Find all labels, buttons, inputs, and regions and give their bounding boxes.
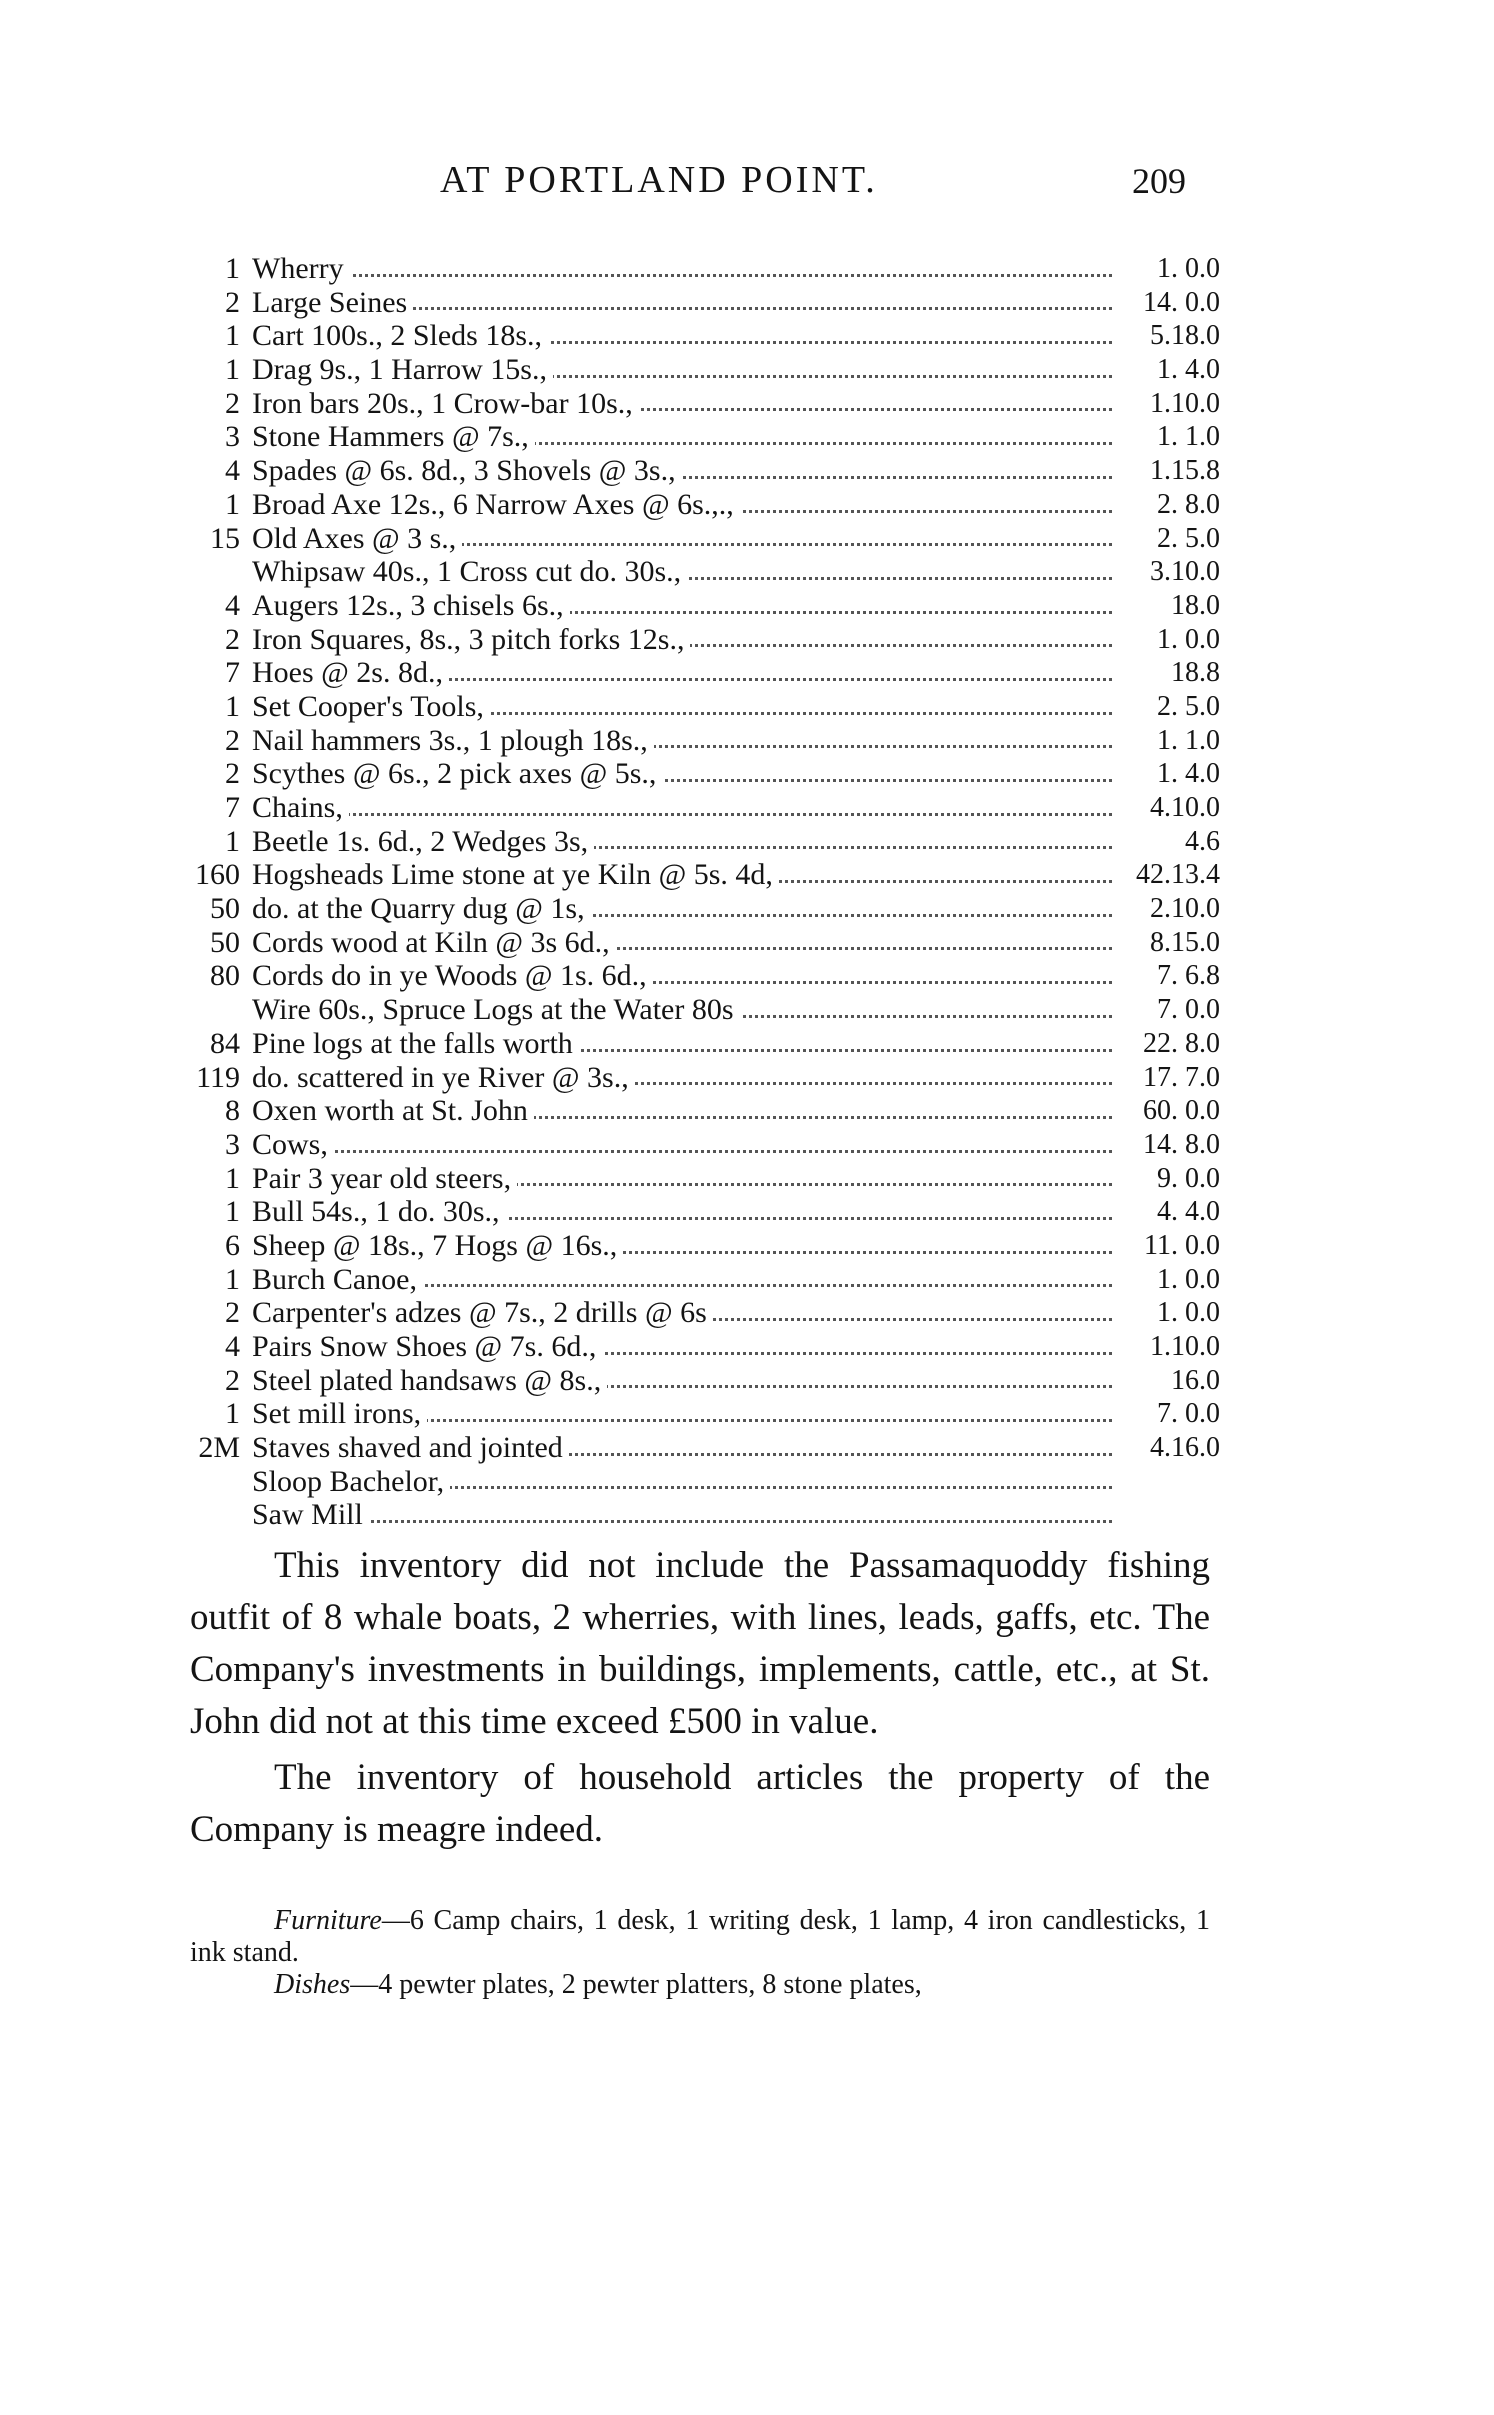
inventory-desc: Augers 12s., 3 chisels 6s., [252,589,570,622]
inventory-value: 22. 8.0 [1143,1027,1220,1059]
inventory-desc: Cords do in ye Woods @ 1s. 6d., [252,959,653,992]
inventory-qty: 1 [225,1161,240,1195]
inventory-qty: 1 [225,353,240,387]
inventory-qty: 1 [225,252,240,285]
inventory-qty: 1 [225,319,240,353]
inventory-qty: 160 [195,858,240,892]
inventory-desc: Nail hammers 3s., 1 plough 18s., [252,724,654,757]
inventory-desc-leader [252,387,1112,421]
inventory-desc: Cows, [252,1128,334,1161]
inventory-desc: Saw Mill [252,1498,369,1531]
inventory-value: 1. 0.0 [1157,253,1220,284]
inventory-desc-leader [252,1465,1112,1499]
inventory-qty: 4 [225,588,240,622]
inventory-qty: 2 [225,723,240,757]
inventory-desc: do. at the Quarry dug @ 1s, [252,892,591,925]
inventory-desc-leader [252,825,1112,859]
inventory-row [180,825,1220,859]
inventory-desc: do. scattered in ye River @ 3s., [252,1061,635,1094]
inventory-value: 2. 8.0 [1157,488,1220,520]
inventory-desc: Sheep @ 18s., 7 Hogs @ 16s., [252,1229,623,1262]
inventory-list [180,252,1220,1532]
inventory-desc-leader [252,454,1112,488]
inventory-qty: 2 [225,1296,240,1330]
inventory-desc-leader [252,589,1112,623]
inventory-value: 1. 0.0 [1157,623,1220,655]
inventory-row [180,656,1220,690]
inventory-value: 4.10.0 [1150,792,1220,823]
inventory-value: 17. 7.0 [1143,1061,1220,1093]
inventory-row [180,1397,1220,1431]
inventory-value: 14. 0.0 [1143,286,1220,318]
inventory-qty: 2 [225,757,240,791]
inventory-value: 1.15.8 [1150,455,1220,487]
inventory-value: 3.10.0 [1150,556,1220,588]
furniture-entry [190,1905,1210,1969]
inventory-desc-leader [252,1128,1112,1162]
inventory-desc: Bull 54s., 1 do. 30s., [252,1195,506,1228]
inventory-value: 1. 0.0 [1157,1297,1220,1329]
inventory-qty: 2 [225,285,240,319]
inventory-row [180,589,1220,623]
inventory-row [180,1330,1220,1364]
inventory-qty: 15 [210,521,240,555]
body-text [190,1540,1210,1856]
paragraph-inventory-note: This inventory did not include the Passamaquoddy fishing outfit of 8 whale boats, 2 wherries, with lines, leads, gaffs, etc. The Company's investments in buildings, implements, cattle, etc., at St. John did not at this time exceed £500 in value. [190,1545,1210,1742]
inventory-row [180,1431,1220,1465]
inventory-row [180,387,1220,421]
inventory-value: 1. 4.0 [1157,758,1220,790]
inventory-desc: Whipsaw 40s., 1 Cross cut do. 30s., [252,555,687,588]
inventory-qty: 2M [198,1431,240,1465]
inventory-desc-leader [252,892,1112,926]
inventory-value: 60. 0.0 [1143,1095,1220,1127]
inventory-desc: Scythes @ 6s., 2 pick axes @ 5s., [252,757,662,790]
inventory-value: 42.13.4 [1136,859,1220,891]
inventory-value: 1. 0.0 [1157,1263,1220,1295]
inventory-desc-leader [252,1330,1112,1364]
inventory-qty: 7 [225,791,240,824]
dishes-entry [190,1969,1210,2001]
inventory-row [180,623,1220,657]
inventory-row [180,858,1220,892]
inventory-row [180,420,1220,454]
inventory-row [180,926,1220,960]
inventory-desc: Sloop Bachelor, [252,1465,450,1498]
inventory-qty: 2 [225,386,240,420]
inventory-desc-leader [252,1229,1112,1263]
inventory-value: 8.15.0 [1150,926,1220,958]
paragraph-household: The inventory of household articles the property of the Company is meagre indeed. [190,1757,1210,1850]
inventory-row [180,319,1220,353]
inventory-qty: 2 [225,622,240,656]
inventory-row [180,488,1220,522]
inventory-desc-leader [252,656,1112,690]
inventory-desc: Spades @ 6s. 8d., 3 Shovels @ 3s., [252,454,682,487]
inventory-desc: Beetle 1s. 6d., 2 Wedges 3s, [252,825,594,858]
page-number: 209 [1132,161,1186,201]
inventory-desc-leader [252,252,1112,286]
inventory-desc-leader [252,993,1112,1027]
inventory-row [180,1162,1220,1196]
dishes-lead: Dishes [274,1969,351,2000]
inventory-value: 1. 1.0 [1157,421,1220,453]
running-title: AT PORTLAND POINT. [440,159,878,201]
inventory-row [180,1296,1220,1330]
inventory-desc-leader [252,1195,1112,1229]
inventory-row [180,1061,1220,1095]
inventory-value: 4.6 [1185,825,1220,857]
inventory-value: 7. 6.8 [1157,960,1220,992]
inventory-desc-leader [252,353,1112,387]
inventory-row [180,454,1220,488]
inventory-value: 4. 4.0 [1157,1196,1220,1228]
dishes-text: —4 pewter plates, 2 pewter platters, 8 stone plates, [350,1969,922,2000]
inventory-value: 9. 0.0 [1157,1162,1220,1194]
inventory-value: 18.0 [1171,589,1220,621]
inventory-desc: Old Axes @ 3 s., [252,522,462,555]
inventory-desc-leader [252,420,1112,454]
inventory-desc-leader [252,1263,1112,1297]
inventory-value: 11. 0.0 [1144,1229,1220,1261]
inventory-value: 2. 5.0 [1157,690,1220,722]
inventory-value: 7. 0.0 [1157,1398,1220,1430]
inventory-qty: 4 [225,1330,240,1363]
inventory-desc: Chains, [252,791,349,824]
inventory-qty: 1 [225,824,240,858]
inventory-desc: Oxen worth at St. John [252,1094,534,1127]
inventory-desc-leader [252,522,1112,556]
inventory-desc: Staves shaved and jointed [252,1431,569,1464]
inventory-qty: 4 [225,454,240,488]
inventory-row [180,1465,1220,1499]
inventory-value: 4.16.0 [1150,1432,1220,1464]
inventory-desc: Drag 9s., 1 Harrow 15s., [252,353,553,386]
inventory-row [180,724,1220,758]
inventory-row [180,791,1220,825]
inventory-qty: 119 [196,1060,240,1094]
inventory-row [180,286,1220,320]
inventory-desc-leader [252,791,1112,825]
inventory-qty: 84 [210,1026,240,1060]
inventory-value: 18.8 [1171,657,1220,689]
inventory-row [180,1229,1220,1263]
page-header [0,158,1494,208]
inventory-row [180,1094,1220,1128]
inventory-desc: Iron Squares, 8s., 3 pitch forks 12s., [252,623,690,656]
inventory-desc-leader [252,623,1112,657]
inventory-value: 1.10.0 [1150,1331,1220,1362]
inventory-desc: Cords wood at Kiln @ 3s 6d., [252,926,616,959]
inventory-desc-leader [252,1061,1112,1095]
inventory-qty: 1 [225,487,240,521]
inventory-row [180,353,1220,387]
household-list [190,1905,1210,2001]
inventory-desc-leader [252,319,1112,353]
inventory-row [180,1195,1220,1229]
inventory-value: 1. 4.0 [1157,354,1220,386]
inventory-desc: Pine logs at the falls worth [252,1027,579,1060]
inventory-desc: Large Seines [252,286,413,319]
inventory-row [180,1364,1220,1398]
inventory-desc: Set Cooper's Tools, [252,690,490,723]
inventory-row [180,1128,1220,1162]
inventory-desc-leader [252,1094,1112,1128]
inventory-qty: 80 [210,959,240,993]
inventory-desc: Pair 3 year old steers, [252,1162,517,1195]
inventory-value: 1. 1.0 [1157,724,1220,756]
inventory-qty: 50 [210,925,240,959]
inventory-desc: Pairs Snow Shoes @ 7s. 6d., [252,1330,602,1363]
inventory-qty: 1 [225,1195,240,1229]
inventory-desc-leader [252,555,1112,589]
inventory-desc: Carpenter's adzes @ 7s., 2 drills @ 6s [252,1296,713,1329]
inventory-qty: 1 [225,689,240,723]
inventory-desc: Steel plated handsaws @ 8s., [252,1364,607,1397]
inventory-value: 2.10.0 [1150,893,1220,925]
inventory-row [180,892,1220,926]
inventory-row [180,252,1220,286]
inventory-desc-leader [252,1397,1112,1431]
inventory-qty: 3 [225,420,240,454]
inventory-value: 1.10.0 [1150,387,1220,419]
inventory-row [180,1263,1220,1297]
inventory-desc: Iron bars 20s., 1 Crow-bar 10s., [252,387,639,420]
inventory-row [180,757,1220,791]
inventory-desc: Stone Hammers @ 7s., [252,420,535,453]
inventory-desc: Hoes @ 2s. 8d., [252,656,449,689]
furniture-text: —6 Camp chairs, 1 desk, 1 writing desk, 1 lamp, 4 iron candlesticks, 1 ink stand. [190,1905,1210,1968]
inventory-desc: Set mill irons, [252,1397,427,1430]
inventory-row [180,959,1220,993]
inventory-desc-leader [252,1431,1112,1465]
inventory-desc: Wherry [252,252,350,285]
inventory-qty: 50 [210,892,240,926]
inventory-desc-leader [252,488,1112,522]
inventory-qty: 1 [225,1262,240,1296]
inventory-desc-leader [252,286,1112,320]
inventory-desc: Burch Canoe, [252,1263,423,1296]
inventory-qty: 3 [225,1127,240,1161]
inventory-desc-leader [252,1296,1112,1330]
inventory-desc-leader [252,1027,1112,1061]
inventory-row [180,690,1220,724]
inventory-value: 16.0 [1171,1364,1220,1396]
inventory-qty: 7 [225,656,240,690]
inventory-row [180,1027,1220,1061]
inventory-desc-leader [252,959,1112,993]
inventory-desc-leader [252,1162,1112,1196]
inventory-row [180,555,1220,589]
inventory-qty: 6 [225,1228,240,1262]
inventory-value: 2. 5.0 [1157,522,1220,554]
inventory-qty: 8 [225,1094,240,1128]
inventory-desc-leader [252,858,1112,892]
inventory-value: 7. 0.0 [1157,994,1220,1026]
inventory-row [180,993,1220,1027]
inventory-value: 14. 8.0 [1143,1128,1220,1160]
inventory-desc-leader [252,757,1112,791]
inventory-desc: Wire 60s., Spruce Logs at the Water 80s [252,993,740,1026]
inventory-desc-leader [252,926,1112,960]
inventory-desc: Cart 100s., 2 Sleds 18s., [252,319,548,352]
inventory-desc-leader [252,724,1112,758]
inventory-desc-leader [252,1364,1112,1398]
inventory-row [180,1498,1220,1532]
inventory-row [180,522,1220,556]
inventory-qty: 1 [225,1397,240,1431]
furniture-lead: Furniture [274,1905,382,1936]
inventory-value: 5.18.0 [1150,320,1220,352]
inventory-qty: 2 [225,1363,240,1397]
inventory-desc: Broad Axe 12s., 6 Narrow Axes @ 6s.,., [252,488,740,521]
inventory-desc: Hogsheads Lime stone at ye Kiln @ 5s. 4d, [252,858,779,891]
inventory-desc-leader [252,1498,1112,1532]
inventory-desc-leader [252,690,1112,724]
